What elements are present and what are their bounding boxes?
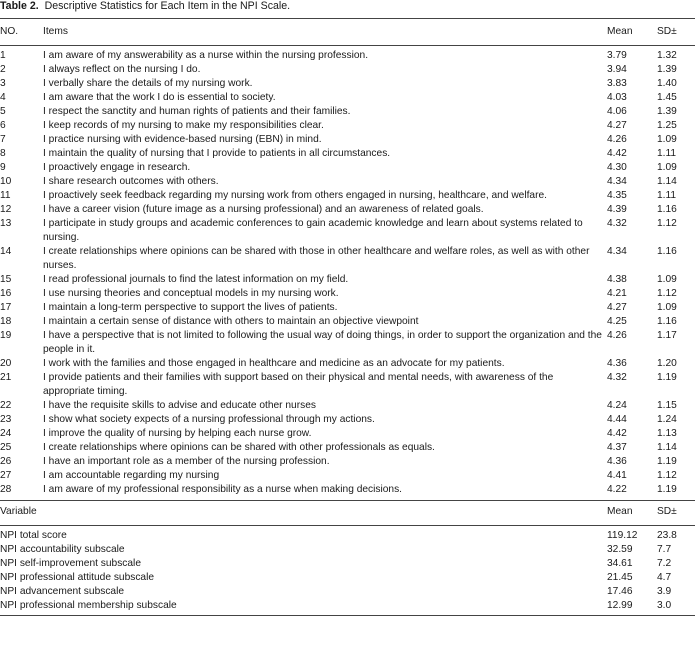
item-sd: 1.13 bbox=[657, 428, 677, 439]
item-mean: 4.41 bbox=[607, 470, 627, 481]
item-number: 18 bbox=[0, 316, 12, 327]
variable-sd: 4.7 bbox=[657, 572, 672, 583]
item-mean: 4.32 bbox=[607, 218, 627, 229]
item-statement-text: I proactively seek feedback regarding my nursing work from others engaged in nursing, healthcare, and welfare. bbox=[43, 190, 547, 201]
item-number: 9 bbox=[0, 162, 6, 173]
item-mean: 4.42 bbox=[607, 428, 627, 439]
item-sd: 1.09 bbox=[657, 274, 677, 285]
item-statement-text: I provide patients and their families with support based on their physical and mental needs, with awareness of the appropriate timing. bbox=[43, 372, 554, 397]
variable-name: NPI professional membership subscale bbox=[0, 600, 177, 611]
item-row bbox=[0, 133, 695, 147]
item-row bbox=[0, 441, 695, 455]
item-sd: 1.32 bbox=[657, 50, 677, 61]
variable-row bbox=[0, 585, 695, 599]
item-mean: 4.34 bbox=[607, 246, 627, 257]
variable-name: NPI self-improvement subscale bbox=[0, 558, 141, 569]
variable-mean: 34.61 bbox=[607, 558, 633, 569]
table-caption bbox=[0, 0, 290, 13]
item-sd: 1.14 bbox=[657, 442, 677, 453]
item-sd: 1.09 bbox=[657, 134, 677, 145]
item-number: 2 bbox=[0, 64, 6, 75]
header-variable-mean: Mean bbox=[607, 506, 633, 517]
item-statement-text: I have an important role as a member of the nursing profession. bbox=[43, 456, 330, 467]
item-sd: 1.15 bbox=[657, 400, 677, 411]
item-number: 23 bbox=[0, 414, 12, 425]
item-statement-text: I always reflect on the nursing I do. bbox=[43, 64, 201, 75]
item-number: 26 bbox=[0, 456, 12, 467]
item-statement-text: I am aware of my professional responsibility as a nurse when making decisions. bbox=[43, 484, 402, 495]
item-statement-text: I have the requisite skills to advise and educate other nurses bbox=[43, 400, 316, 411]
item-number: 19 bbox=[0, 330, 12, 341]
item-sd: 1.40 bbox=[657, 78, 677, 89]
item-statement-text: I share research outcomes with others. bbox=[43, 176, 219, 187]
item-sd: 1.16 bbox=[657, 316, 677, 327]
item-mean: 4.36 bbox=[607, 358, 627, 369]
item-statement-text: I have a career vision (future image as a nursing professional) and an awareness of related goals. bbox=[43, 204, 484, 215]
item-mean: 4.26 bbox=[607, 134, 627, 145]
variable-mean: 12.99 bbox=[607, 600, 633, 611]
variables-header-row bbox=[0, 501, 695, 526]
item-row bbox=[0, 63, 695, 77]
item-statement bbox=[33, 441, 607, 455]
variable-mean: 32.59 bbox=[607, 544, 633, 555]
item-row bbox=[0, 217, 695, 245]
item-row bbox=[0, 147, 695, 161]
item-sd: 1.09 bbox=[657, 302, 677, 313]
item-sd: 1.09 bbox=[657, 162, 677, 173]
item-row bbox=[0, 91, 695, 105]
item-sd: 1.19 bbox=[657, 456, 677, 467]
item-statement bbox=[33, 91, 607, 105]
header-variable: Variable bbox=[0, 506, 37, 517]
variable-name: NPI advancement subscale bbox=[0, 586, 125, 597]
item-sd: 1.14 bbox=[657, 176, 677, 187]
item-number: 13 bbox=[0, 218, 12, 229]
item-statement-text: I am accountable regarding my nursing bbox=[43, 470, 220, 481]
variable-row bbox=[0, 599, 695, 616]
item-statement-text: I use nursing theories and conceptual models in my nursing work. bbox=[43, 288, 339, 299]
item-statement-text: I verbally share the details of my nursing work. bbox=[43, 78, 253, 89]
item-number: 12 bbox=[0, 204, 12, 215]
variable-row bbox=[0, 571, 695, 585]
item-mean: 4.03 bbox=[607, 92, 627, 103]
variable-sd: 3.0 bbox=[657, 600, 672, 611]
item-row bbox=[0, 245, 695, 273]
item-mean: 3.94 bbox=[607, 64, 627, 75]
item-row bbox=[0, 287, 695, 301]
item-row bbox=[0, 329, 695, 357]
item-statement bbox=[33, 329, 607, 357]
header-no: NO. bbox=[0, 26, 19, 37]
item-statement bbox=[33, 46, 607, 64]
header-mean: Mean bbox=[607, 26, 633, 37]
variable-mean: 119.12 bbox=[607, 530, 638, 541]
item-statement-text: I create relationships where opinions can be shared with those in other healthcare and welfare roles, as well as with other nurses. bbox=[43, 246, 590, 271]
item-statement-text: I proactively engage in research. bbox=[43, 162, 191, 173]
item-sd: 1.12 bbox=[657, 218, 677, 229]
item-statement bbox=[33, 77, 607, 91]
item-statement bbox=[33, 455, 607, 469]
item-number: 15 bbox=[0, 274, 12, 285]
item-sd: 1.11 bbox=[657, 148, 677, 159]
item-mean: 4.32 bbox=[607, 372, 627, 383]
item-statement bbox=[33, 413, 607, 427]
item-row bbox=[0, 161, 695, 175]
item-sd: 1.11 bbox=[657, 190, 677, 201]
item-mean: 4.44 bbox=[607, 414, 627, 425]
variable-mean: 17.46 bbox=[607, 586, 633, 597]
item-statement-text: I work with the families and those engaged in healthcare and medicine as an advocate for my patients. bbox=[43, 358, 505, 369]
item-statement-text: I keep records of my nursing to make my responsibilities clear. bbox=[43, 120, 324, 131]
item-row bbox=[0, 119, 695, 133]
variable-sd: 7.2 bbox=[657, 558, 672, 569]
item-number: 22 bbox=[0, 400, 12, 411]
item-statement-text: I read professional journals to find the latest information on my field. bbox=[43, 274, 349, 285]
item-row bbox=[0, 301, 695, 315]
item-statement bbox=[33, 203, 607, 217]
item-statement bbox=[33, 273, 607, 287]
item-mean: 4.34 bbox=[607, 176, 627, 187]
item-statement-text: I create relationships where opinions can be shared with other professionals as equals. bbox=[43, 442, 435, 453]
item-number: 28 bbox=[0, 484, 12, 495]
variable-name: NPI total score bbox=[0, 530, 67, 541]
variable-mean: 21.45 bbox=[607, 572, 633, 583]
item-statement-text: I improve the quality of nursing by helping each nurse grow. bbox=[43, 428, 312, 439]
item-statement bbox=[33, 399, 607, 413]
item-statement bbox=[33, 469, 607, 483]
item-statement bbox=[33, 133, 607, 147]
item-statement bbox=[33, 147, 607, 161]
item-row bbox=[0, 203, 695, 217]
item-number: 21 bbox=[0, 372, 12, 383]
item-sd: 1.16 bbox=[657, 246, 677, 257]
item-row bbox=[0, 105, 695, 119]
item-statement bbox=[33, 105, 607, 119]
item-number: 8 bbox=[0, 148, 6, 159]
item-statement bbox=[33, 119, 607, 133]
header-items-label: Items bbox=[43, 26, 68, 37]
item-row bbox=[0, 77, 695, 91]
item-statement bbox=[33, 175, 607, 189]
item-sd: 1.24 bbox=[657, 414, 677, 425]
item-row bbox=[0, 175, 695, 189]
item-mean: 3.79 bbox=[607, 50, 627, 61]
item-mean: 4.24 bbox=[607, 400, 627, 411]
header-items bbox=[33, 19, 607, 46]
item-number: 20 bbox=[0, 358, 12, 369]
item-statement-text: I participate in study groups and academic conferences to gain academic knowledge and learn about systems related to nursing. bbox=[43, 218, 583, 243]
variable-row bbox=[0, 543, 695, 557]
item-sd: 1.12 bbox=[657, 288, 677, 299]
item-row bbox=[0, 315, 695, 329]
item-statement bbox=[33, 287, 607, 301]
item-mean: 4.35 bbox=[607, 190, 627, 201]
item-number: 25 bbox=[0, 442, 12, 453]
item-statement bbox=[33, 217, 607, 245]
item-row bbox=[0, 413, 695, 427]
item-statement-text: I show what society expects of a nursing professional through my actions. bbox=[43, 414, 375, 425]
item-row bbox=[0, 483, 695, 501]
item-statement bbox=[33, 315, 607, 329]
item-statement bbox=[33, 63, 607, 77]
item-sd: 1.39 bbox=[657, 64, 677, 75]
item-row bbox=[0, 189, 695, 203]
item-mean: 4.36 bbox=[607, 456, 627, 467]
item-number: 3 bbox=[0, 78, 6, 89]
npi-statistics-table bbox=[0, 18, 695, 616]
item-statement bbox=[33, 161, 607, 175]
item-sd: 1.19 bbox=[657, 372, 677, 383]
item-row bbox=[0, 371, 695, 399]
item-sd: 1.20 bbox=[657, 358, 677, 369]
item-row bbox=[0, 455, 695, 469]
item-number: 27 bbox=[0, 470, 12, 481]
item-statement bbox=[33, 189, 607, 203]
item-statement bbox=[33, 357, 607, 371]
variable-name: NPI professional attitude subscale bbox=[0, 572, 155, 583]
item-number: 16 bbox=[0, 288, 12, 299]
item-mean: 4.27 bbox=[607, 120, 627, 131]
item-number: 7 bbox=[0, 134, 6, 145]
item-number: 14 bbox=[0, 246, 12, 257]
item-statement bbox=[33, 427, 607, 441]
item-statement bbox=[33, 483, 607, 501]
item-number: 11 bbox=[0, 190, 11, 201]
item-row bbox=[0, 46, 695, 64]
item-number: 6 bbox=[0, 120, 6, 131]
item-sd: 1.16 bbox=[657, 204, 677, 215]
item-mean: 4.26 bbox=[607, 330, 627, 341]
header-variable-sd: SD± bbox=[657, 506, 677, 517]
table-caption-label: Table 2. bbox=[0, 0, 39, 12]
item-statement-text: I maintain a long-term perspective to support the lives of patients. bbox=[43, 302, 338, 313]
item-row bbox=[0, 399, 695, 413]
item-number: 17 bbox=[0, 302, 12, 313]
variable-row bbox=[0, 526, 695, 544]
item-number: 4 bbox=[0, 92, 6, 103]
item-statement bbox=[33, 371, 607, 399]
item-mean: 4.30 bbox=[607, 162, 627, 173]
item-sd: 1.45 bbox=[657, 92, 677, 103]
item-mean: 4.37 bbox=[607, 442, 627, 453]
item-mean: 4.21 bbox=[607, 288, 627, 299]
item-row bbox=[0, 357, 695, 371]
item-sd: 1.39 bbox=[657, 106, 677, 117]
item-sd: 1.17 bbox=[657, 330, 677, 341]
item-mean: 4.42 bbox=[607, 148, 627, 159]
item-mean: 4.27 bbox=[607, 302, 627, 313]
item-statement-text: I am aware of my answerability as a nurse within the nursing profession. bbox=[43, 50, 369, 61]
item-sd: 1.12 bbox=[657, 470, 677, 481]
header-sd: SD± bbox=[657, 26, 677, 37]
item-mean: 4.38 bbox=[607, 274, 627, 285]
item-statement-text: I am aware that the work I do is essential to society. bbox=[43, 92, 276, 103]
item-statement-text: I respect the sanctity and human rights of patients and their families. bbox=[43, 106, 351, 117]
item-mean: 3.83 bbox=[607, 78, 627, 89]
item-row bbox=[0, 273, 695, 287]
item-statement-text: I maintain a certain sense of distance with others to maintain an objective viewpoint bbox=[43, 316, 419, 327]
item-mean: 4.39 bbox=[607, 204, 627, 215]
item-row bbox=[0, 469, 695, 483]
table-caption-text: Descriptive Statistics for Each Item in the NPI Scale. bbox=[44, 0, 291, 12]
item-statement-text: I have a perspective that is not limited to following the usual way of doing things, in order to support the organization and the people in it. bbox=[43, 330, 602, 355]
item-mean: 4.22 bbox=[607, 484, 627, 495]
item-number: 5 bbox=[0, 106, 6, 117]
variable-sd: 3.9 bbox=[657, 586, 672, 597]
item-statement bbox=[33, 245, 607, 273]
item-statement bbox=[33, 301, 607, 315]
item-statement-text: I maintain the quality of nursing that I provide to patients in all circumstances. bbox=[43, 148, 391, 159]
variable-name: NPI accountability subscale bbox=[0, 544, 125, 555]
item-mean: 4.25 bbox=[607, 316, 627, 327]
item-sd: 1.19 bbox=[657, 484, 677, 495]
item-mean: 4.06 bbox=[607, 106, 627, 117]
item-row bbox=[0, 427, 695, 441]
item-sd: 1.25 bbox=[657, 120, 677, 131]
item-statement-text: I practice nursing with evidence-based nursing (EBN) in mind. bbox=[43, 134, 322, 145]
item-number: 10 bbox=[0, 176, 12, 187]
items-header-row bbox=[0, 19, 695, 46]
variable-sd: 23.8 bbox=[657, 530, 677, 541]
variable-sd: 7.7 bbox=[657, 544, 672, 555]
item-number: 24 bbox=[0, 428, 12, 439]
item-number: 1 bbox=[0, 50, 6, 61]
variable-row bbox=[0, 557, 695, 571]
